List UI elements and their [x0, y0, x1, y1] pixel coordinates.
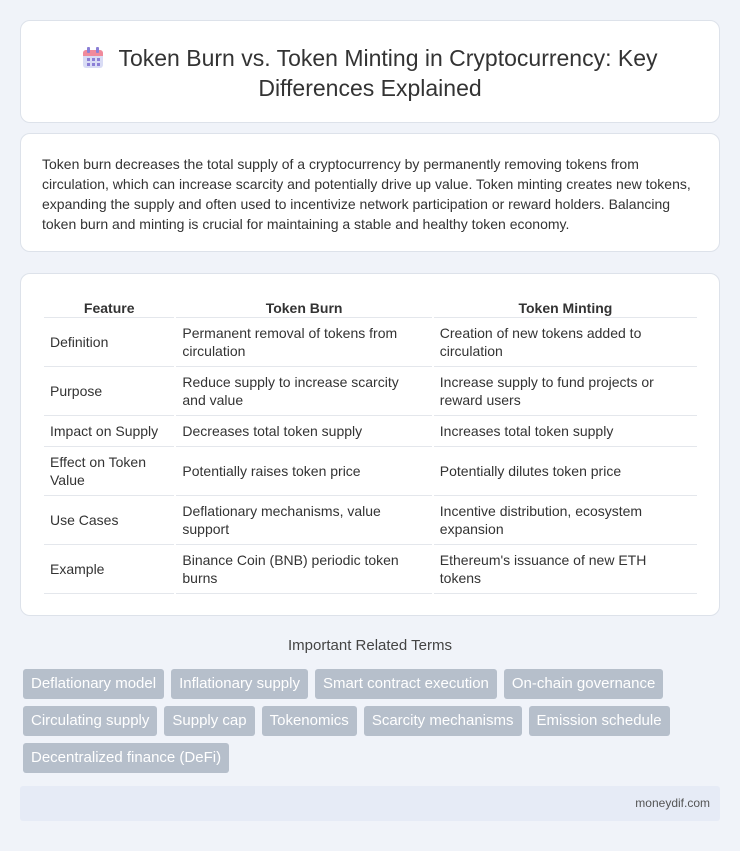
- table-row: [44, 545, 697, 594]
- related-term-tag[interactable]: Deflationary model: [23, 669, 164, 699]
- related-term-tag[interactable]: Inflationary supply: [171, 669, 308, 699]
- table-row: [44, 416, 697, 447]
- related-term-tag[interactable]: Tokenomics: [262, 706, 357, 736]
- related-terms-list: [23, 669, 713, 780]
- cell-minting: Ethereum's issuance of new ETH tokens: [434, 545, 697, 594]
- related-term-tag[interactable]: Scarcity mechanisms: [364, 706, 522, 736]
- related-terms-heading: Important Related Terms: [288, 637, 452, 654]
- table-row: [44, 496, 697, 545]
- cell-burn: Permanent removal of tokens from circulation: [176, 318, 431, 367]
- intro-paragraph: Token burn decreases the total supply of a cryptocurrency by permanently removing tokens from circulation, which can increase scarcity and potentially drive up value. Token minting creates new tokens, expanding the supply and often used to incentivize network participation or reward holders. Balancing token burn and minting is crucial for maintaining a stable and healthy token economy.: [42, 156, 691, 232]
- cell-minting: Potentially dilutes token price: [434, 447, 697, 496]
- cell-feature: Definition: [44, 318, 174, 367]
- cell-burn: Decreases total token supply: [176, 416, 431, 447]
- comparison-table: [42, 295, 699, 594]
- cell-feature: Effect on Token Value: [44, 447, 174, 496]
- title-card: [20, 20, 720, 123]
- cell-minting: Increase supply to fund projects or reward users: [434, 367, 697, 416]
- intro-card: [20, 133, 720, 252]
- cell-feature: Use Cases: [44, 496, 174, 545]
- cell-burn: Reduce supply to increase scarcity and value: [176, 367, 431, 416]
- cell-burn: Potentially raises token price: [176, 447, 431, 496]
- related-term-tag[interactable]: On-chain governance: [504, 669, 663, 699]
- comparison-card: [20, 273, 720, 616]
- header-token-minting: Token Minting: [434, 295, 697, 318]
- header-token-burn: Token Burn: [176, 295, 431, 318]
- table-header-row: [44, 295, 697, 318]
- related-term-tag[interactable]: Emission schedule: [529, 706, 670, 736]
- cell-feature: Impact on Supply: [44, 416, 174, 447]
- calendar-icon: [82, 47, 104, 69]
- related-term-tag[interactable]: Supply cap: [164, 706, 254, 736]
- cell-burn: Deflationary mechanisms, value support: [176, 496, 431, 545]
- cell-minting: Creation of new tokens added to circulation: [434, 318, 697, 367]
- footer-bar: [20, 786, 720, 821]
- cell-burn: Binance Coin (BNB) periodic token burns: [176, 545, 431, 594]
- related-term-tag[interactable]: Smart contract execution: [315, 669, 497, 699]
- cell-feature: Example: [44, 545, 174, 594]
- related-term-tag[interactable]: Decentralized finance (DeFi): [23, 743, 229, 773]
- table-row: [44, 318, 697, 367]
- site-name[interactable]: moneydif.com: [635, 796, 710, 810]
- page-title-wrap: [21, 43, 719, 103]
- cell-feature: Purpose: [44, 367, 174, 416]
- related-term-tag[interactable]: Circulating supply: [23, 706, 157, 736]
- table-row: [44, 367, 697, 416]
- cell-minting: Increases total token supply: [434, 416, 697, 447]
- header-feature: Feature: [44, 295, 174, 318]
- page-title: Token Burn vs. Token Minting in Cryptocurrency: Key Differences Explained: [118, 45, 658, 101]
- table-row: [44, 447, 697, 496]
- cell-minting: Incentive distribution, ecosystem expansion: [434, 496, 697, 545]
